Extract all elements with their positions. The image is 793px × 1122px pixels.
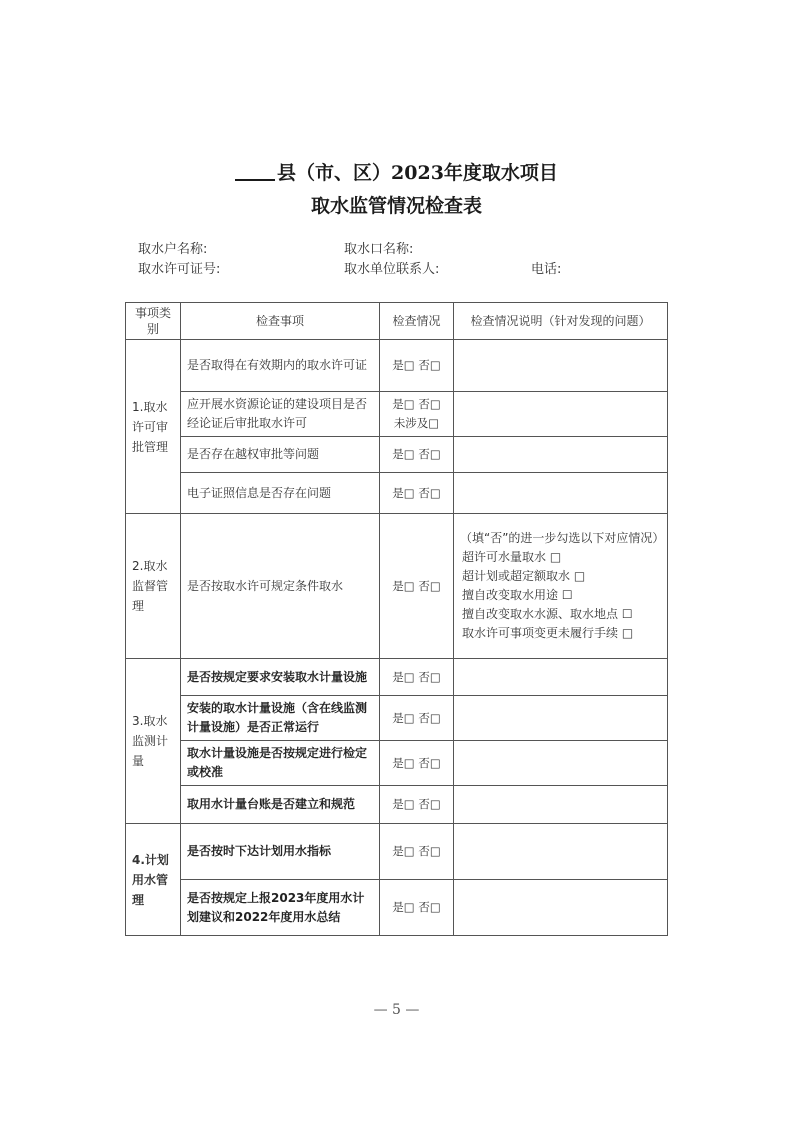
category-cell	[126, 659, 181, 824]
status-cell[interactable]: 是□ 否□	[380, 659, 454, 696]
header-status: 检查情况	[380, 303, 454, 340]
notes-cell[interactable]	[454, 340, 668, 392]
notes-cell[interactable]	[454, 659, 668, 696]
notes-cell[interactable]	[454, 696, 668, 741]
notes-intro: （填“否”的进一步勾选以下对应情况）	[460, 531, 665, 545]
table-row	[126, 786, 668, 824]
inspection-table	[125, 302, 668, 936]
document-title-line2: 取水监管情况检查表	[310, 195, 482, 217]
item-cell: 电子证照信息是否存在问题	[181, 473, 380, 514]
item-cell: 是否按取水许可规定条件取水	[181, 514, 380, 659]
category-cell	[126, 514, 181, 659]
notes-cell[interactable]	[454, 880, 668, 936]
item-cell: 是否取得在有效期内的取水许可证	[181, 340, 380, 392]
category-cell	[126, 340, 181, 514]
status-cell[interactable]: 是□ 否□	[380, 696, 454, 741]
status-cell[interactable]: 是□ 否□	[380, 437, 454, 473]
item-cell: 取用水计量台账是否建立和规范	[181, 786, 380, 824]
county-blank-line	[235, 161, 275, 181]
item-cell: 应开展水资源论证的建设项目是否经论证后审批取水许可	[181, 392, 380, 437]
category-label: 3.取水监测计量	[132, 714, 169, 768]
table-row	[126, 473, 668, 514]
item-cell: 是否存在越权审批等问题	[181, 437, 380, 473]
option-change-procedure[interactable]: 取水许可事项变更未履行手续 □	[462, 626, 634, 640]
notes-cell[interactable]	[454, 437, 668, 473]
option-change-use[interactable]: 擅自改变取水用途 ☐	[462, 588, 573, 602]
table-row	[126, 392, 668, 437]
status-cell[interactable]: 是□ 否□	[380, 741, 454, 786]
table-row	[126, 340, 668, 392]
table-row	[126, 514, 668, 659]
category-cell	[126, 824, 181, 936]
header-notes: 检查情况说明（针对发现的问题）	[454, 303, 668, 340]
table-row	[126, 741, 668, 786]
status-cell[interactable]: 是□ 否□	[380, 786, 454, 824]
status-cell[interactable]: 是□ 否□	[380, 473, 454, 514]
document-title-line1: 县（市、区）2023年度取水项目	[0, 158, 793, 185]
category-label: 2.取水监督管理	[132, 559, 169, 613]
option-change-source[interactable]: 擅自改变取水水源、取水地点 ☐	[462, 607, 633, 621]
table-row	[126, 880, 668, 936]
notes-cell[interactable]	[454, 473, 668, 514]
item-cell: 是否按规定要求安装取水计量设施	[181, 659, 380, 696]
notes-cell[interactable]	[454, 824, 668, 880]
option-over-plan[interactable]: 超计划或超定额取水 □	[462, 569, 586, 583]
page-number: — 5 —	[373, 1002, 420, 1018]
table-header-row	[126, 303, 668, 340]
permit-no-label: 取水许可证号:	[138, 262, 221, 277]
status-cell[interactable]: 是□ 否□	[380, 824, 454, 880]
category-label: 1.取水许可审批管理	[132, 399, 169, 454]
status-cell[interactable]: 是□ 否□	[380, 514, 454, 659]
header-item: 检查事项	[181, 303, 380, 340]
notes-cell	[454, 514, 668, 659]
notes-cell[interactable]	[454, 392, 668, 437]
user-name-label: 取水户名称:	[138, 242, 208, 257]
outlet-name-label: 取水口名称:	[344, 242, 414, 257]
table-row	[126, 824, 668, 880]
status-cell[interactable]: 是□ 否□	[380, 340, 454, 392]
phone-label: 电话:	[531, 262, 562, 277]
table-row	[126, 659, 668, 696]
category-label: 4.计划用水管理	[132, 852, 169, 907]
status-cell[interactable]: 是□ 否□ 未涉及□	[380, 392, 454, 437]
status-cell[interactable]: 是□ 否□	[380, 880, 454, 936]
item-cell: 是否按规定上报2023年度用水计划建议和2022年度用水总结	[181, 880, 380, 936]
table-row	[126, 696, 668, 741]
header-category: 事项类别	[126, 303, 181, 340]
notes-cell[interactable]	[454, 741, 668, 786]
option-over-permit[interactable]: 超许可水量取水 □	[462, 550, 562, 564]
contact-label: 取水单位联系人:	[344, 262, 440, 277]
item-cell: 取水计量设施是否按规定进行检定或校准	[181, 741, 380, 786]
item-cell: 安装的取水计量设施（含在线监测计量设施）是否正常运行	[181, 696, 380, 741]
table-row	[126, 437, 668, 473]
item-cell: 是否按时下达计划用水指标	[181, 824, 380, 880]
notes-cell[interactable]	[454, 786, 668, 824]
